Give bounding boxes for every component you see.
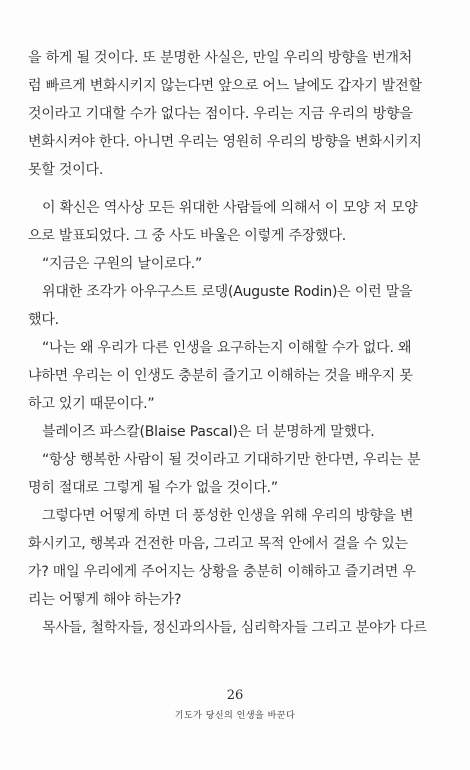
page-number: 26 [226, 688, 244, 703]
text-line: 명히 절대로 그렇게 될 수가 없을 것이다.” [28, 480, 278, 496]
text-line: 냐하면 우리는 이 인생도 충분히 즐기고 이해하는 것을 배우지 못 [28, 368, 413, 384]
text-line: 했다. [28, 312, 59, 328]
text-line: 하고 있기 때문이다.” [28, 396, 155, 412]
text-line: 위대한 조각가 아우구스트 로뎅(Auguste Rodin)은 이런 말을 [42, 284, 413, 300]
text-line: 을 하게 될 것이다. 또 분명한 사실은, 만일 우리의 방향을 번개처 [28, 50, 413, 66]
text-line: 으로 발표되었다. 그 중 사도 바울은 이렇게 주장했다. [28, 228, 347, 244]
text-line: 것이라고 기대할 수가 없다는 점이다. 우리는 지금 우리의 방향을 [28, 106, 413, 122]
text-line: 블레이즈 파스칼(Blaise Pascal)은 더 분명하게 말했다. [42, 424, 375, 440]
text-line: 가? 매일 우리에게 주어지는 상황을 충분히 이해하고 즐기려면 우 [28, 564, 416, 580]
text-line: 목사들, 철학자들, 정신과의사들, 심리학자들 그리고 분야가 다르 [42, 620, 427, 636]
body-text [28, 44, 444, 642]
text-line: “지금은 구원의 날이로다.” [42, 256, 203, 272]
text-line: 화시키고, 행복과 건전한 마음, 그리고 목적 안에서 걸을 수 있는 [28, 536, 408, 552]
running-title: 기도가 당신의 인생을 바꾼다 [174, 711, 296, 721]
text-line: “나는 왜 우리가 다른 인생을 요구하는지 이해할 수가 없다. 왜 [42, 340, 412, 356]
text-line: 럼 빠르게 변화시키지 않는다면 앞으로 어느 날에도 갑자기 발전할 [28, 78, 422, 94]
text-line: 그렇다면 어떻게 하면 더 풍성한 인생을 위해 우리의 방향을 변 [42, 508, 414, 524]
text-line: 이 확신은 역사상 모든 위대한 사람들에 의해서 이 모양 저 모양 [42, 200, 418, 216]
text-line: 못할 것이다. [28, 162, 104, 178]
text-line: 변화시켜야 한다. 아니면 우리는 영원히 우리의 방향을 변화시키지 [28, 134, 422, 150]
text-line: 리는 어떻게 해야 하는가? [28, 592, 182, 608]
text-line: “항상 행복한 사람이 될 것이라고 기대하기만 한다면, 우리는 분 [42, 452, 421, 468]
